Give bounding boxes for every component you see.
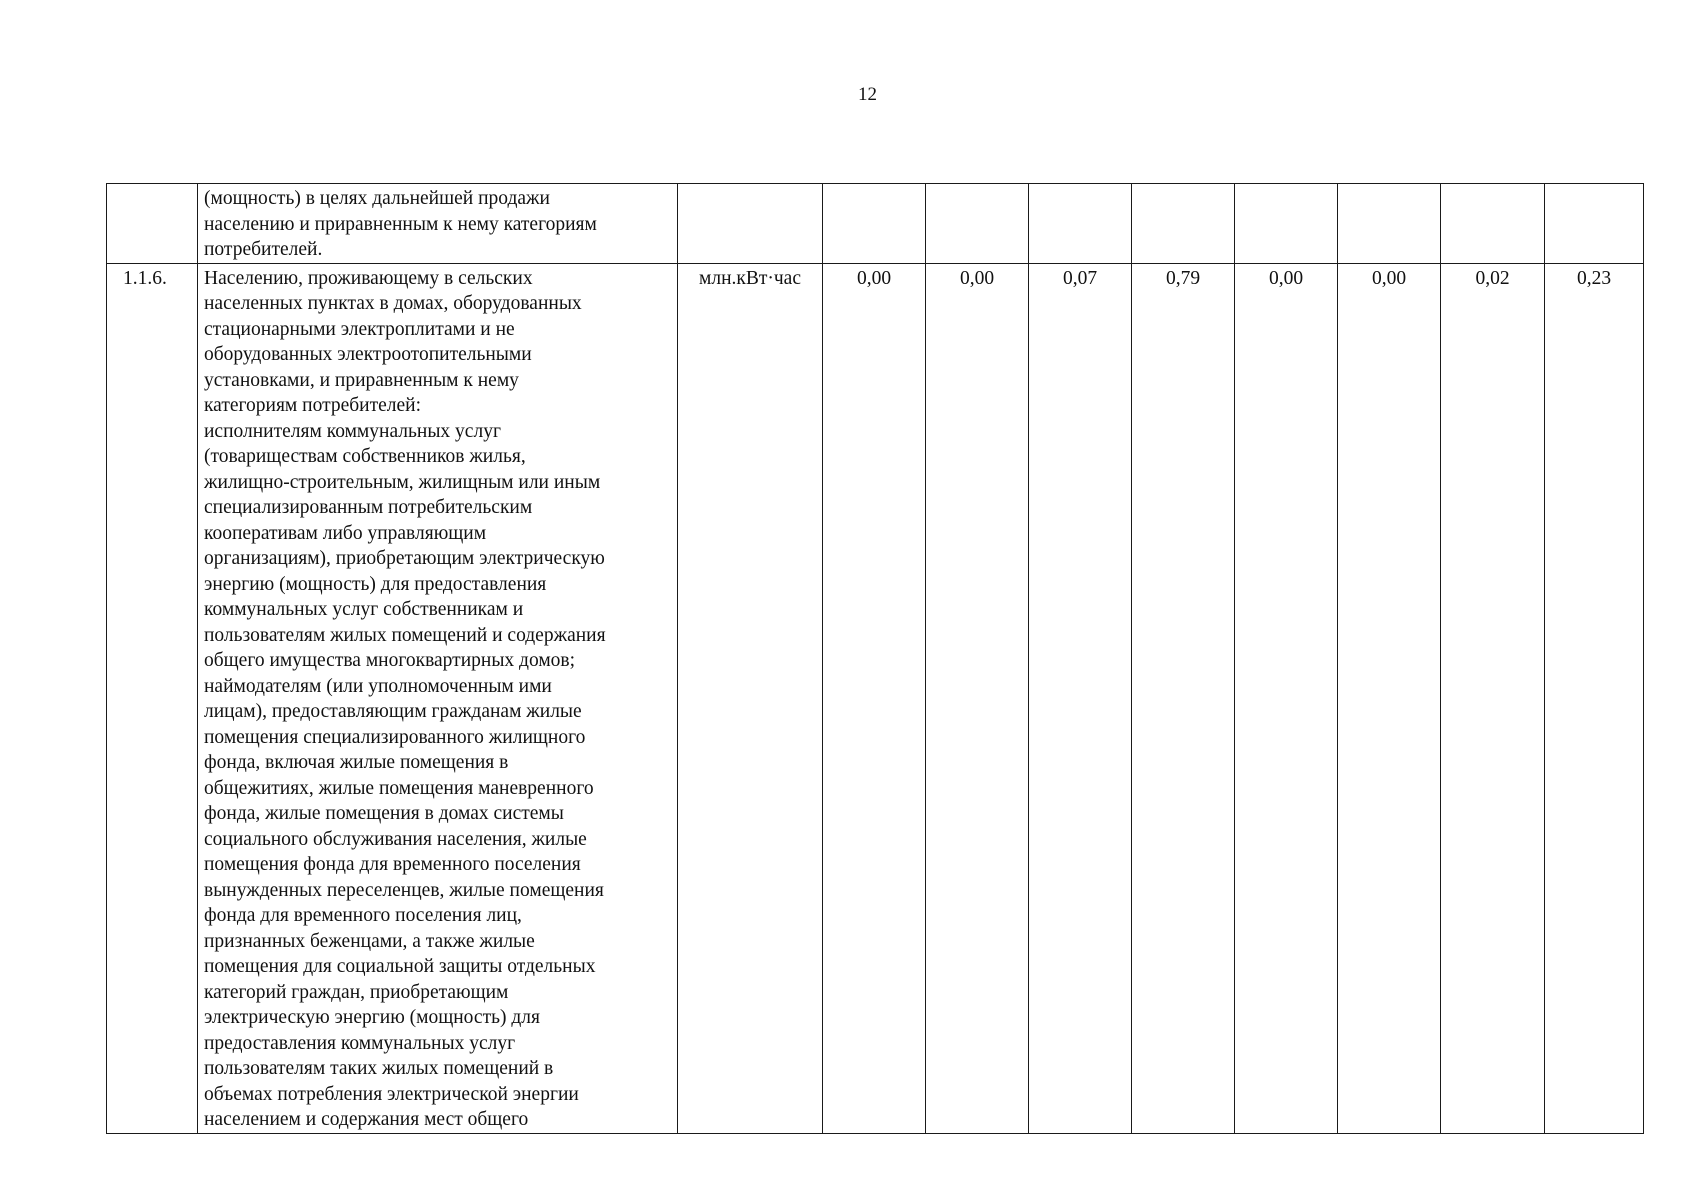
description-line: кооперативам либо управляющим	[204, 522, 487, 544]
description-line: потребителей.	[204, 239, 323, 260]
description-line: признанных беженцами, а также жилые	[204, 930, 535, 952]
value-cell	[1441, 184, 1545, 264]
value-cell: 0,02	[1441, 263, 1545, 1133]
row-number-cell: 1.1.6.	[107, 263, 198, 1133]
value-cell	[926, 184, 1029, 264]
value-cell	[1029, 184, 1132, 264]
row-number-cell	[107, 184, 198, 264]
description-line: населенных пунктах в домах, оборудованных	[204, 293, 582, 314]
description-line: наймодателям (или уполномоченным ими	[204, 675, 552, 697]
description-line: помещения фонда для временного поселения	[204, 854, 581, 875]
table-row-continuation	[107, 184, 1644, 264]
value-cell: 0,79	[1132, 263, 1235, 1133]
description-line: предоставления коммунальных услуг	[204, 1032, 516, 1054]
description-line: жилищно-строительным, жилищным или иным	[204, 471, 601, 493]
value-cell: 0,00	[1338, 263, 1441, 1133]
description-line: (мощность) в целях дальнейшей продажи	[204, 188, 550, 209]
value-cell	[1132, 184, 1235, 264]
description-line: населению и приравненным к нему категориям	[204, 213, 597, 235]
description-line: фонда, жилые помещения в домах системы	[204, 803, 564, 824]
description-line: фонда для временного поселения лиц,	[204, 905, 522, 926]
description-line: пользователям таких жилых помещений в	[204, 1058, 554, 1079]
value-cell	[1338, 184, 1441, 264]
description-line: населением и содержания мест общего	[204, 1109, 529, 1130]
unit-cell: млн.кВт·час	[678, 263, 823, 1133]
page-number: 12	[858, 84, 877, 105]
description-line: фонда, включая жилые помещения в	[204, 752, 509, 773]
unit-cell	[678, 184, 823, 264]
description-line: специализированным потребительским	[204, 497, 533, 518]
tariff-table	[106, 183, 1644, 1134]
description-line: установками, и приравненным к нему	[204, 369, 519, 391]
value-cell	[823, 184, 926, 264]
description-line: стационарными электроплитами и не	[204, 318, 515, 340]
value-cell: 0,00	[1235, 263, 1338, 1133]
description-line: коммунальных услуг собственникам и	[204, 599, 524, 620]
description-line: помещения для социальной защиты отдельных	[204, 956, 596, 977]
value-cell: 0,23	[1545, 263, 1644, 1133]
description-line: электрическую энергию (мощность) для	[204, 1007, 540, 1028]
value-cell	[1235, 184, 1338, 264]
description-line: (товариществам собственников жилья,	[204, 446, 526, 467]
value-cell: 0,07	[1029, 263, 1132, 1133]
value-cell: 0,00	[926, 263, 1029, 1133]
description-line: категориям потребителей:	[204, 395, 422, 416]
row-description-cell	[198, 184, 678, 264]
description-line: помещения специализированного жилищного	[204, 726, 586, 748]
description-line: социального обслуживания населения, жилые	[204, 828, 587, 850]
description-line: организациям), приобретающим электрическую	[204, 548, 605, 569]
description-line: общежитиях, жилые помещения маневренного	[204, 777, 594, 799]
description-line: категорий граждан, приобретающим	[204, 981, 509, 1003]
row-description-cell	[198, 263, 678, 1133]
description-line: общего имущества многоквартирных домов;	[204, 650, 576, 671]
description-line: исполнителям коммунальных услуг	[204, 420, 501, 442]
value-cell: 0,00	[823, 263, 926, 1133]
table-row-1-1-6	[107, 263, 1644, 1133]
value-cell	[1545, 184, 1644, 264]
description-line: лицам), предоставляющим гражданам жилые	[204, 701, 582, 722]
description-line: Населению, проживающему в сельских	[204, 267, 533, 289]
description-line: пользователям жилых помещений и содержания	[204, 624, 606, 646]
description-line: оборудованных электроотопительными	[204, 344, 532, 365]
description-line: вынужденных переселенцев, жилые помещения	[204, 879, 604, 901]
description-line: объемах потребления электрической энергии	[204, 1083, 579, 1105]
description-line: энергию (мощность) для предоставления	[204, 573, 547, 595]
